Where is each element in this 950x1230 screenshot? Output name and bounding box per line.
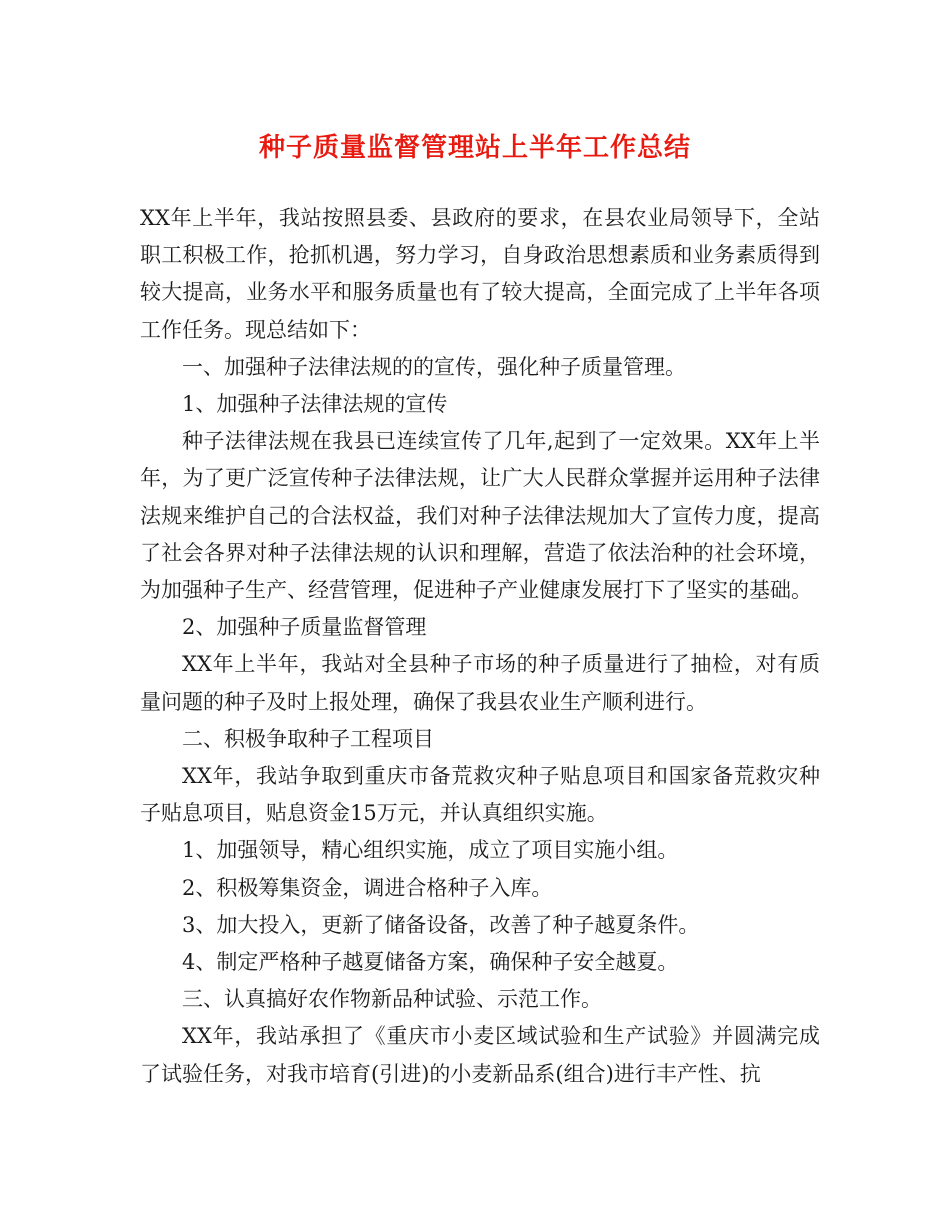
paragraph: 二、积极争取种子工程项目 xyxy=(182,726,434,751)
paragraph: 2、加强种子质量监督管理 xyxy=(182,615,427,640)
paragraph: XX年，我站争取到重庆市备荒救灾种子贴息项目和国家备荒救灾种子贴息项目，贴息资金15万元，并认真组织实施。 xyxy=(140,764,820,826)
paragraph: 一、加强种子法律法规的的宣传，强化种子质量管理。 xyxy=(182,354,686,379)
paragraph: 三、认真搞好农作物新品种试验、示范工作。 xyxy=(182,987,602,1012)
paragraph: XX年上半年，我站对全县种子市场的种子质量进行了抽检，对有质量问题的种子及时上报处理，确保了我县农业生产顺利进行。 xyxy=(140,652,820,714)
paragraph: 1、加强种子法律法规的宣传 xyxy=(182,392,448,417)
paragraph: 1、加强领导，精心组织实施，成立了项目实施小组。 xyxy=(182,838,679,863)
paragraph: 4、制定严格种子越夏储备方案，确保种子安全越夏。 xyxy=(182,950,679,975)
paragraph: 2、积极筹集资金，调进合格种子入库。 xyxy=(182,875,553,900)
paragraph: 种子法律法规在我县已连续宣传了几年,起到了一定效果。XX年上半年，为了更广泛宣传种子法律法规，让广大人民群众掌握并运用种子法律法规来维护自己的合法权益，我们对种子法律法规加大了宣传力度，提高了社会各界对种子法律法规的认识和理解，营造了依法治种的社会环境，为加强种子生产、经营管理，促进种子产业健康发展打下了坚实的基础。 xyxy=(140,429,820,603)
document-body xyxy=(140,200,820,1093)
paragraph: XX年上半年，我站按照县委、县政府的要求，在县农业局领导下，全站职工积极工作，抢抓机遇，努力学习，自身政治思想素质和业务素质得到较大提高，业务水平和服务质量也有了较大提高，全面完成了上半年各项工作任务。现总结如下： xyxy=(140,206,820,342)
paragraph: XX年，我站承担了《重庆市小麦区域试验和生产试验》并圆满完成了试验任务，对我市培育(引进)的小麦新品系(组合)进行丰产性、抗 xyxy=(140,1024,820,1086)
paragraph: 3、加大投入，更新了储备设备，改善了种子越夏条件。 xyxy=(182,912,700,937)
document-title: 种子质量监督管理站上半年工作总结 xyxy=(258,133,691,163)
